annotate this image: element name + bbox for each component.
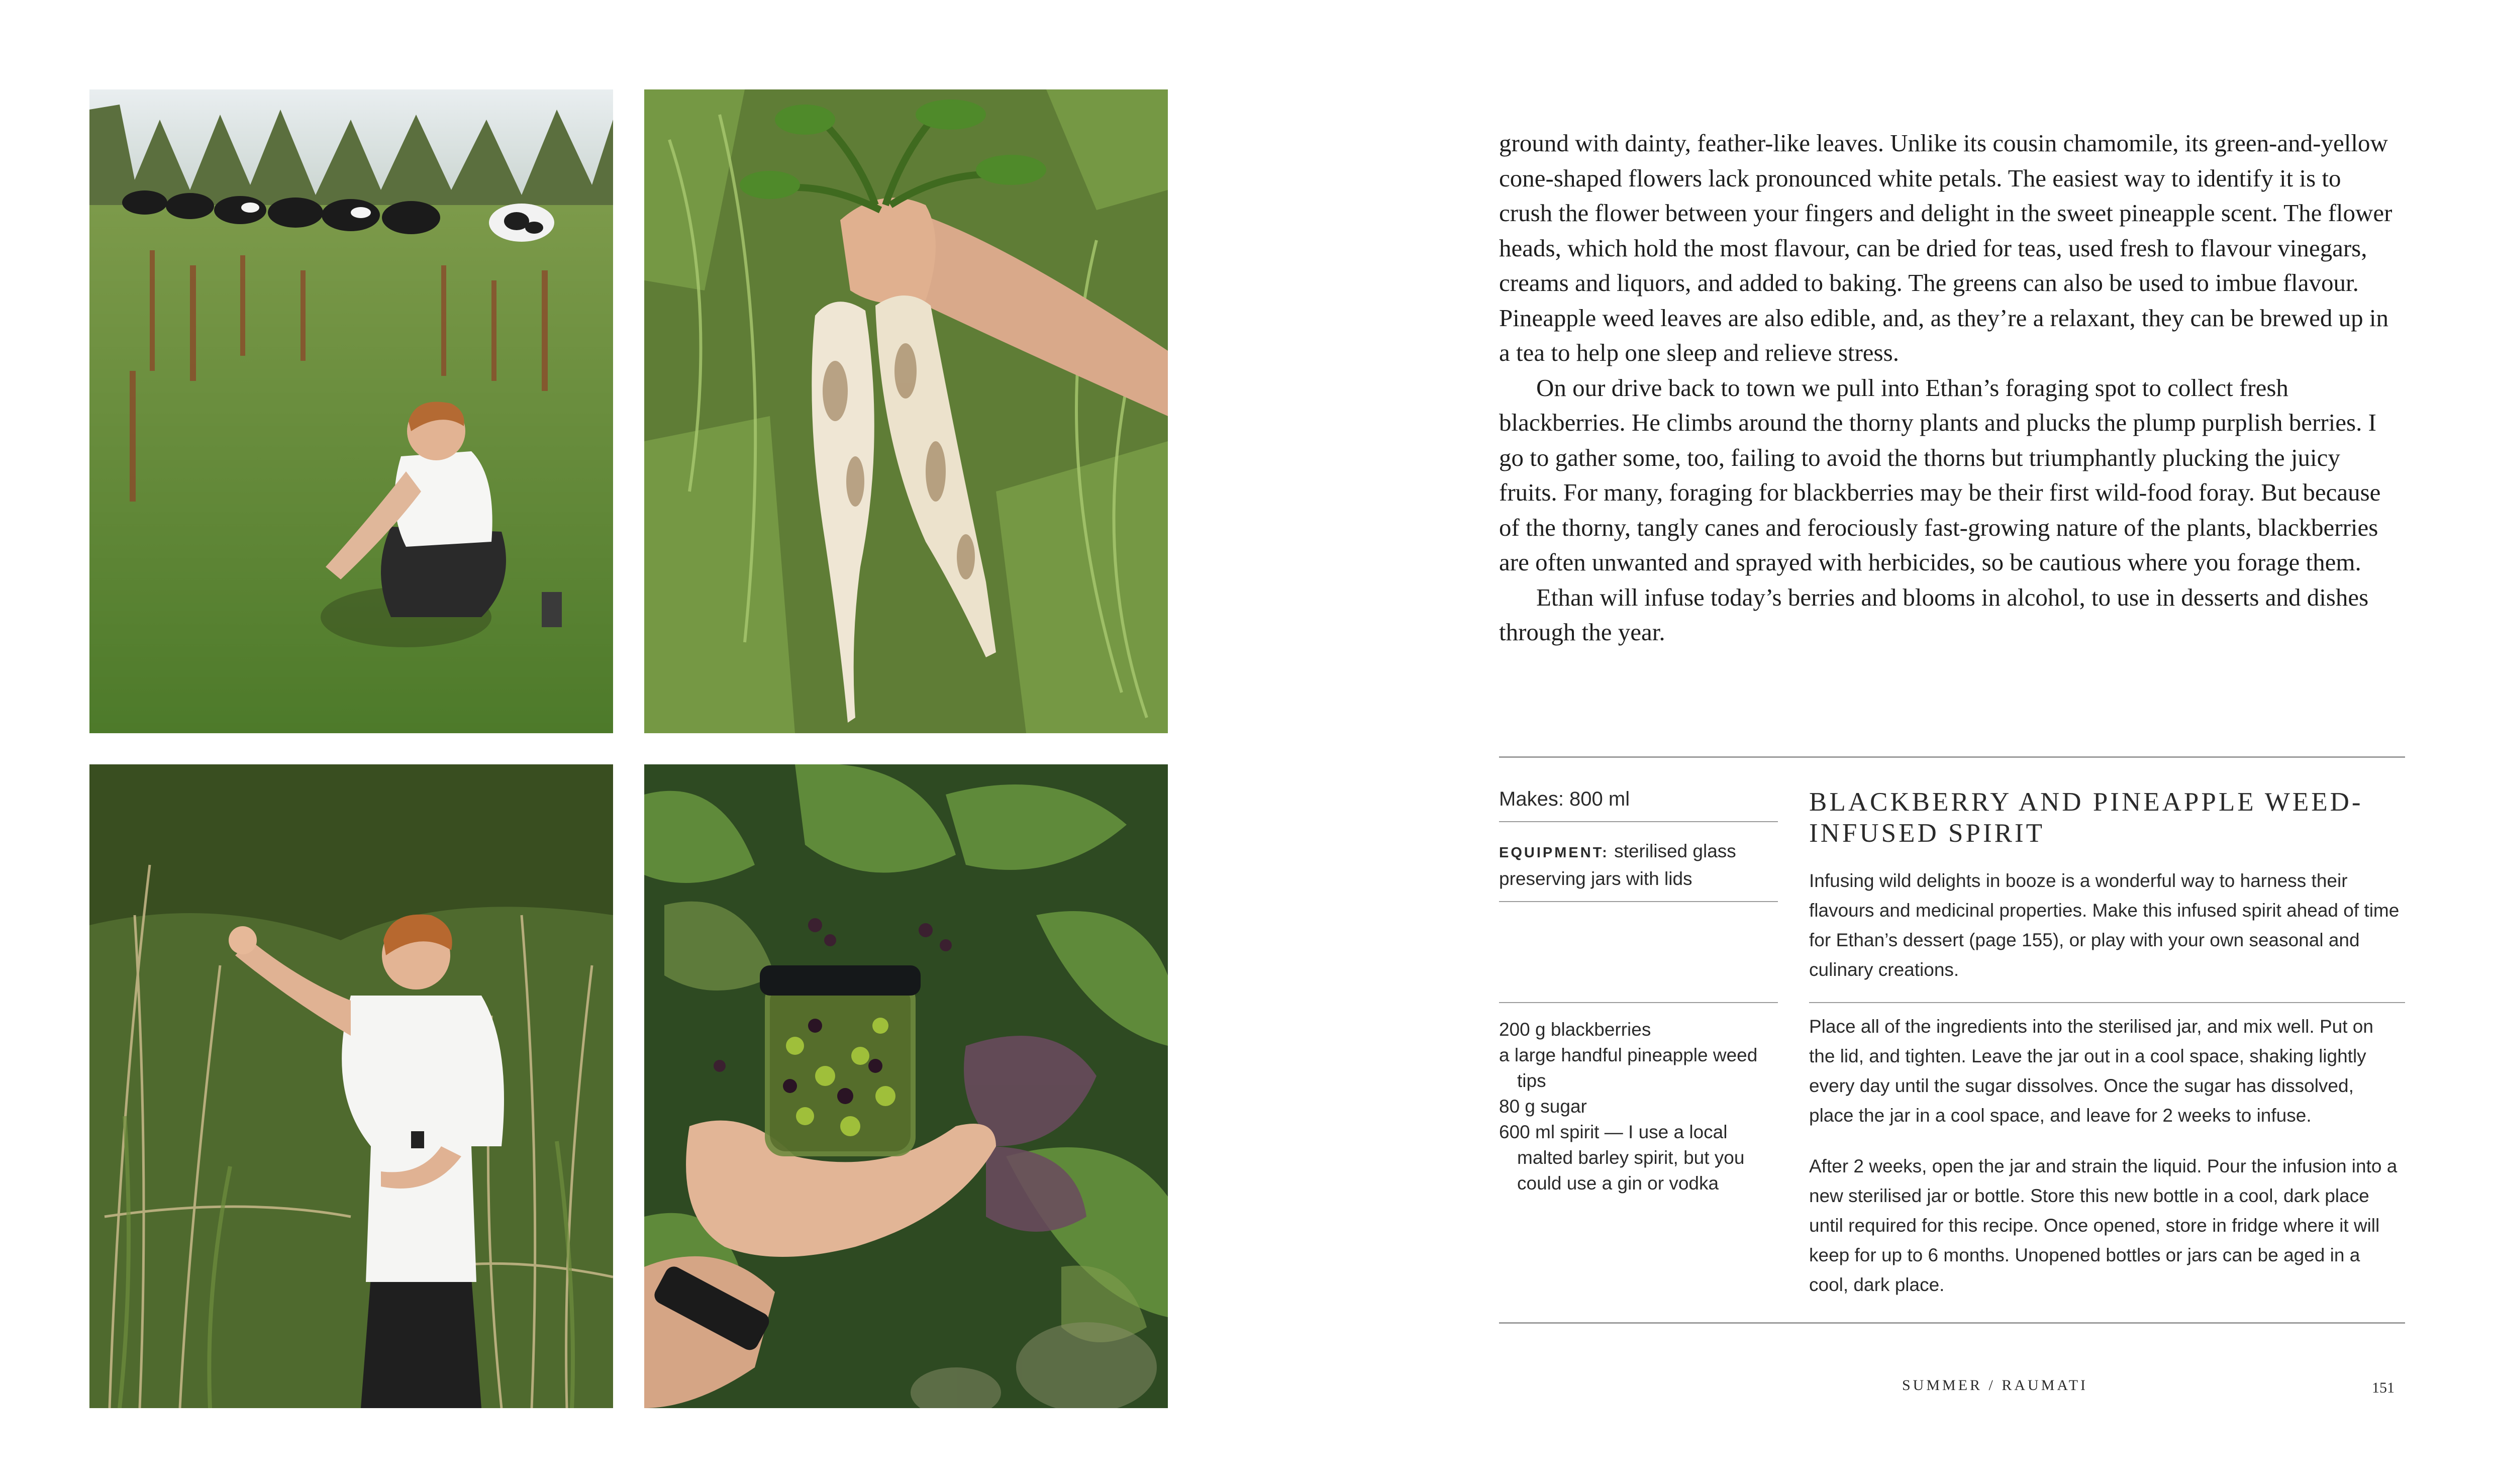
recipe-title: BLACKBERRY AND PINEAPPLE WEED-INFUSED SPIRIT: [1809, 787, 2363, 848]
page-number: 151: [2372, 1379, 2395, 1396]
recipe-yield: Makes: 800 ml: [1499, 788, 1630, 810]
recipe-top-rule: [1499, 756, 2405, 758]
ingredient-item: a large handful pineapple weed tips: [1499, 1045, 1758, 1091]
intro-divider: [1809, 1002, 2405, 1003]
recipe-equipment: [1499, 838, 1775, 892]
body-paragraph-3: Ethan will infuse today’s berries and blooms in alcohol, to use in desserts and dishes through the year.: [1499, 583, 2369, 646]
recipe-bottom-rule: [1499, 1322, 2405, 1324]
recipe-intro: Infusing wild delights in booze is a wonderful way to harness their flavours and medicinal properties. Make this infused spirit ahead of time for Ethan’s dessert (page 155), or play with your own seasonal and culinary creations.: [1809, 870, 2400, 980]
body-paragraph-1: ground with dainty, feather-like leaves. Unlike its cousin chamomile, its green-and-yellow cone-shaped flowers lack pronounced white petals. The easiest way to identify it is to crush the flower between your fingers and delight in the sweet pineapple scent. The flower heads, which hold the most flavour, can be dried for teas, used fresh to flavour vinegars, creams and liquors, and added to baking. The greens can also be used to imbue flavour. Pineapple weed leaves are also edible, and, as they’re a relaxant, they can be brewed up in a tea to help one sleep and relieve stress.: [1499, 129, 2392, 366]
ingredient-item: 600 ml spirit — I use a local malted barley spirit, but you could use a gin or vodka: [1499, 1122, 1745, 1194]
photo-hand-holding-radishes: [644, 89, 1168, 733]
equipment-label: EQUIPMENT:: [1499, 845, 1609, 861]
method-step: Place all of the ingredients into the sterilised jar, and mix well. Put on the lid, and tighten. Leave the jar out in a cool space, shaking lightly every day until the sugar dissolves. Once the sugar has dissolved, place the jar in a cool space, and leave for 2 weeks to infuse.: [1809, 1016, 2373, 1126]
photo-jar-in-hand: [644, 764, 1168, 1408]
body-paragraph-2: On our drive back to town we pull into Ethan’s foraging spot to collect fresh blackberries. He climbs around the thorny plants and plucks the plump purplish berries. I go to gather some, too, failing to avoid the thorns but triumphantly plucking the juicy fruits. For many, foraging for blackberries may be their first wild-food foray. But because of the thorny, tangly canes and ferociously fast-growing nature of the plants, blackberries are often unwanted and sprayed with herbicides, so be cautious where you forage them.: [1499, 373, 2381, 576]
photo-man-kneeling-field: [89, 89, 613, 733]
photo-man-foraging-grasses: [89, 764, 613, 1408]
method-step: After 2 weeks, open the jar and strain the liquid. Pour the infusion into a new sterilised jar or bottle. Store this new bottle in a cool, dark place until required for this recipe. Once opened, store in fridge where it will keep for up to 6 months. Unopened bottles or jars can be aged in a cool, dark place.: [1809, 1156, 2398, 1295]
ingredient-item: 200 g blackberries: [1499, 1019, 1651, 1040]
running-footer: SUMMER / RAUMATI: [1902, 1377, 2088, 1394]
ingredient-item: 80 g sugar: [1499, 1096, 1587, 1117]
yield-divider: [1499, 821, 1778, 822]
equipment-divider: [1499, 901, 1778, 902]
ingredient-list: [1499, 1017, 1775, 1196]
ingredients-divider: [1499, 1002, 1778, 1003]
equipment-text: sterilised glass preserving jars with lids: [1499, 841, 1736, 889]
article-body: [1499, 126, 2394, 650]
